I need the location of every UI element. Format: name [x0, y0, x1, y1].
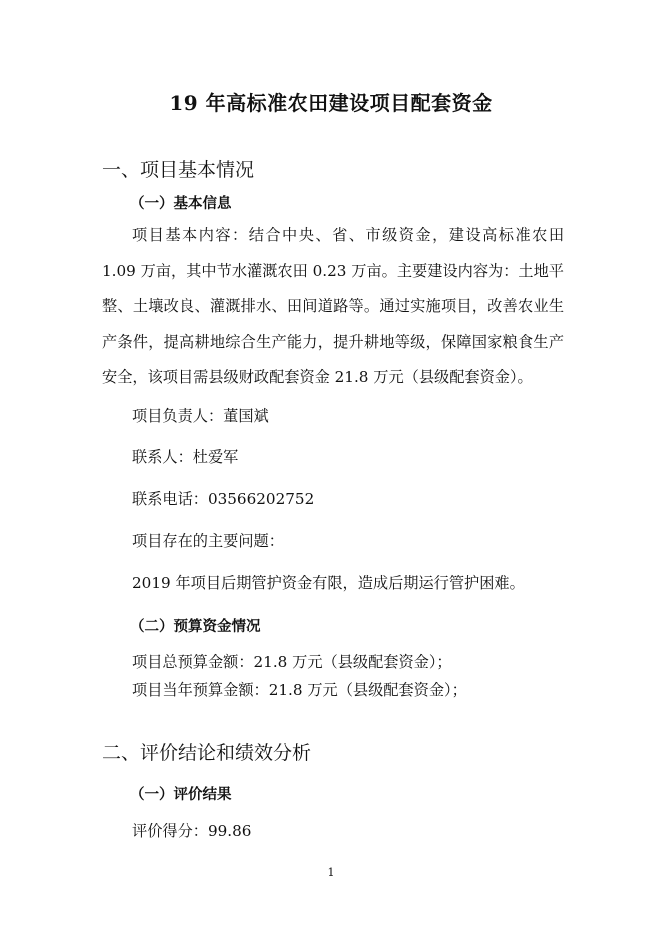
contact-phone-line: 联系电话：03566202752 [132, 490, 315, 508]
subsection-heading-budget: （二）预算资金情况 [130, 619, 261, 635]
section-heading-basic-info: 一、项目基本情况 [102, 159, 255, 181]
year-budget-line: 项目当年预算金额：21.8 万元（县级配套资金）； [132, 681, 467, 699]
main-issues-text: 2019 年项目后期管护资金有限，造成后期运行管护困难。 [132, 574, 525, 592]
section-heading-evaluation: 二、评价结论和绩效分析 [102, 742, 312, 764]
subsection-heading-basic-info: （一）基本信息 [130, 196, 232, 212]
project-content-paragraph: 项目基本内容：结合中央、省、市级资金，建设高标准农田 1.09 万亩，其中节水灌溉农田 0.23 万亩。主要建设内容为：土地平整、土壤改良、灌溉排水、田间道路等。通过实施项目，改善农业生产条件，提高耕地综合生产能力，提升耕地等级，保障国家粮食生产安全，该项目需县级财政配套资金 21.8 万元（县级配套资金）。 [102, 226, 564, 386]
page-number: 1 [327, 866, 335, 879]
subsection-heading-evaluation-result: （一）评价结果 [130, 787, 232, 803]
total-budget-line: 项目总预算金额：21.8 万元（县级配套资金）； [132, 653, 452, 671]
document-title: 19 年高标准农田建设项目配套资金 [169, 91, 493, 115]
project-manager-line: 项目负责人：董国斌 [132, 407, 269, 425]
contact-person-line: 联系人：杜爱军 [132, 448, 239, 466]
evaluation-score-line: 评价得分：99.86 [132, 822, 252, 840]
main-issues-label: 项目存在的主要问题： [132, 532, 284, 550]
